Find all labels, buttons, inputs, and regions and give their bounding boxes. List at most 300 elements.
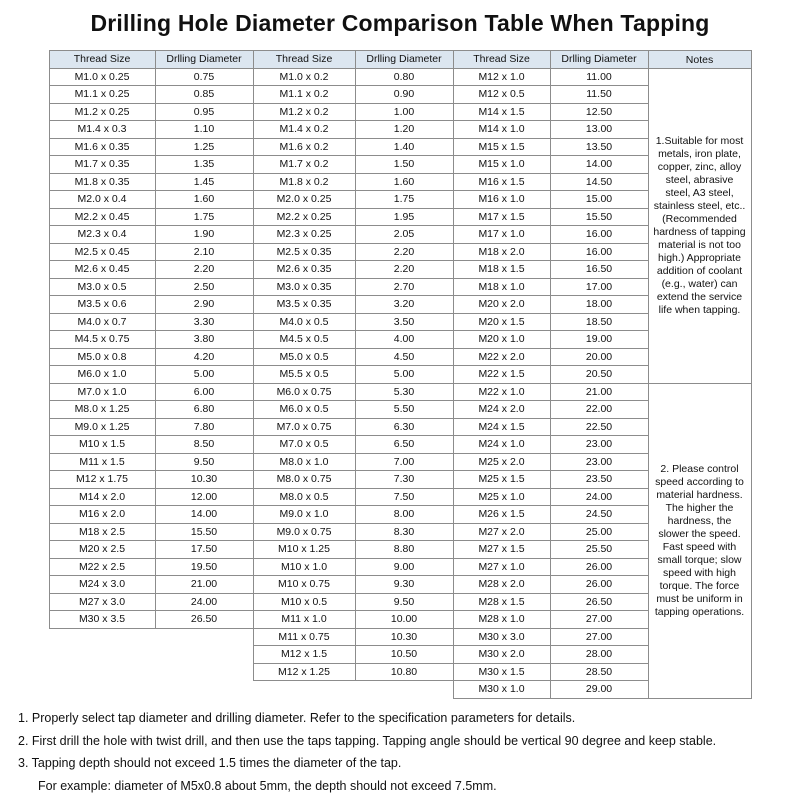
thread-size-cell: M3.0 x 0.5 bbox=[49, 278, 155, 296]
drilling-diameter-cell: 24.00 bbox=[155, 593, 253, 611]
thread-size-cell: M1.4 x 0.3 bbox=[49, 121, 155, 139]
drilling-diameter-cell: 11.50 bbox=[550, 86, 648, 104]
drilling-diameter-cell: 17.50 bbox=[155, 541, 253, 559]
table-row bbox=[49, 436, 253, 454]
table-row bbox=[453, 243, 648, 261]
drilling-diameter-cell: 1.00 bbox=[355, 103, 453, 121]
drilling-diameter-cell: 1.75 bbox=[155, 208, 253, 226]
drilling-diameter-cell: 3.80 bbox=[155, 331, 253, 349]
drilling-diameter-cell: 18.00 bbox=[550, 296, 648, 314]
header-row bbox=[49, 51, 253, 69]
table-row bbox=[453, 313, 648, 331]
thread-size-cell: M2.0 x 0.25 bbox=[253, 191, 355, 209]
table-row bbox=[453, 576, 648, 594]
thread-size-header: Thread Size bbox=[453, 51, 550, 69]
table-row bbox=[253, 261, 453, 279]
table-row bbox=[453, 418, 648, 436]
thread-size-cell: M24 x 2.0 bbox=[453, 401, 550, 419]
thread-size-cell: M10 x 1.5 bbox=[49, 436, 155, 454]
comparison-table bbox=[0, 50, 800, 699]
drilling-diameter-cell: 28.00 bbox=[550, 646, 648, 664]
table-row bbox=[253, 226, 453, 244]
drilling-diameter-cell: 11.00 bbox=[550, 68, 648, 86]
table-row bbox=[49, 383, 253, 401]
thread-size-cell: M1.6 x 0.35 bbox=[49, 138, 155, 156]
table-row bbox=[253, 243, 453, 261]
drilling-diameter-cell: 26.00 bbox=[550, 576, 648, 594]
table-row bbox=[49, 313, 253, 331]
drilling-diameter-cell: 1.35 bbox=[155, 156, 253, 174]
drilling-diameter-cell: 1.60 bbox=[155, 191, 253, 209]
thread-size-cell: M4.0 x 0.7 bbox=[49, 313, 155, 331]
table-row bbox=[253, 558, 453, 576]
table-row bbox=[253, 348, 453, 366]
thread-size-cell: M8.0 x 1.0 bbox=[253, 453, 355, 471]
table-row bbox=[49, 156, 253, 174]
table-row bbox=[49, 506, 253, 524]
thread-size-cell: M22 x 2.0 bbox=[453, 348, 550, 366]
drilling-diameter-cell: 3.50 bbox=[355, 313, 453, 331]
table-row bbox=[453, 646, 648, 664]
thread-size-cell: M6.0 x 1.0 bbox=[49, 366, 155, 384]
drilling-diameter-cell: 1.40 bbox=[355, 138, 453, 156]
thread-size-cell: M30 x 3.0 bbox=[453, 628, 550, 646]
table-row bbox=[453, 401, 648, 419]
table-row bbox=[453, 506, 648, 524]
table-row bbox=[453, 121, 648, 139]
thread-size-cell: M2.3 x 0.25 bbox=[253, 226, 355, 244]
table-row bbox=[49, 331, 253, 349]
table-row bbox=[453, 593, 648, 611]
thread-size-cell: M2.2 x 0.25 bbox=[253, 208, 355, 226]
thread-size-cell: M2.0 x 0.4 bbox=[49, 191, 155, 209]
drilling-diameter-cell: 2.50 bbox=[155, 278, 253, 296]
table-row bbox=[49, 68, 253, 86]
drilling-diameter-cell: 10.30 bbox=[155, 471, 253, 489]
thread-size-cell: M1.1 x 0.25 bbox=[49, 86, 155, 104]
drilling-diameter-cell: 4.50 bbox=[355, 348, 453, 366]
thread-table-2 bbox=[253, 50, 454, 681]
table-row bbox=[49, 243, 253, 261]
drilling-diameter-cell: 9.50 bbox=[355, 593, 453, 611]
thread-size-cell: M11 x 1.0 bbox=[253, 611, 355, 629]
thread-size-cell: M2.6 x 0.45 bbox=[49, 261, 155, 279]
thread-size-cell: M6.0 x 0.75 bbox=[253, 383, 355, 401]
drilling-diameter-cell: 7.30 bbox=[355, 471, 453, 489]
footer-line-2: 2. First drill the hole with twist drill, and then use the taps tapping. Tapping angle should be vertical 90 degree and keep stable. bbox=[18, 733, 717, 748]
drilling-diameter-cell: 8.00 bbox=[355, 506, 453, 524]
table-row bbox=[453, 366, 648, 384]
drilling-diameter-cell: 15.00 bbox=[550, 191, 648, 209]
table-row bbox=[253, 68, 453, 86]
thread-size-cell: M1.7 x 0.35 bbox=[49, 156, 155, 174]
thread-table-body-3 bbox=[453, 68, 648, 698]
thread-size-cell: M2.5 x 0.35 bbox=[253, 243, 355, 261]
thread-size-cell: M1.6 x 0.2 bbox=[253, 138, 355, 156]
drilling-diameter-cell: 14.50 bbox=[550, 173, 648, 191]
thread-size-cell: M16 x 1.5 bbox=[453, 173, 550, 191]
table-row bbox=[453, 191, 648, 209]
thread-size-cell: M4.0 x 0.5 bbox=[253, 313, 355, 331]
table-row bbox=[453, 611, 648, 629]
thread-size-cell: M25 x 1.5 bbox=[453, 471, 550, 489]
table-row bbox=[253, 313, 453, 331]
thread-size-cell: M10 x 0.5 bbox=[253, 593, 355, 611]
table-row bbox=[253, 523, 453, 541]
drilling-diameter-cell: 24.00 bbox=[550, 488, 648, 506]
drilling-diameter-cell: 15.50 bbox=[155, 523, 253, 541]
table-row bbox=[49, 226, 253, 244]
table-row bbox=[49, 541, 253, 559]
table-row bbox=[49, 576, 253, 594]
table-row bbox=[453, 663, 648, 681]
drilling-diameter-cell: 4.20 bbox=[155, 348, 253, 366]
thread-table-body-2 bbox=[253, 68, 453, 681]
table-row bbox=[49, 453, 253, 471]
thread-size-header: Thread Size bbox=[253, 51, 355, 69]
drilling-diameter-cell: 14.00 bbox=[550, 156, 648, 174]
drilling-diameter-cell: 12.00 bbox=[155, 488, 253, 506]
table-row bbox=[49, 121, 253, 139]
table-row bbox=[453, 541, 648, 559]
thread-table-3 bbox=[453, 50, 649, 699]
thread-size-header: Thread Size bbox=[49, 51, 155, 69]
table-row bbox=[49, 278, 253, 296]
thread-size-cell: M5.0 x 0.8 bbox=[49, 348, 155, 366]
thread-size-cell: M27 x 1.5 bbox=[453, 541, 550, 559]
table-row bbox=[453, 156, 648, 174]
thread-size-cell: M4.5 x 0.5 bbox=[253, 331, 355, 349]
table-row bbox=[453, 278, 648, 296]
drilling-diameter-cell: 22.50 bbox=[550, 418, 648, 436]
thread-size-cell: M1.1 x 0.2 bbox=[253, 86, 355, 104]
thread-size-cell: M28 x 1.0 bbox=[453, 611, 550, 629]
table-row bbox=[253, 383, 453, 401]
thread-size-cell: M8.0 x 0.75 bbox=[253, 471, 355, 489]
drilling-diameter-cell: 1.50 bbox=[355, 156, 453, 174]
thread-size-cell: M1.8 x 0.2 bbox=[253, 173, 355, 191]
table-row bbox=[253, 663, 453, 681]
drilling-diameter-cell: 17.00 bbox=[550, 278, 648, 296]
drilling-diameter-cell: 1.90 bbox=[155, 226, 253, 244]
drilling-diameter-cell: 3.20 bbox=[355, 296, 453, 314]
footer-notes bbox=[18, 711, 786, 795]
thread-size-cell: M12 x 1.25 bbox=[253, 663, 355, 681]
table-row bbox=[253, 156, 453, 174]
thread-size-cell: M24 x 3.0 bbox=[49, 576, 155, 594]
table-row bbox=[49, 138, 253, 156]
table-row bbox=[253, 488, 453, 506]
table-row bbox=[453, 681, 648, 699]
table-row bbox=[253, 296, 453, 314]
drilling-diameter-cell: 28.50 bbox=[550, 663, 648, 681]
thread-size-cell: M11 x 1.5 bbox=[49, 453, 155, 471]
thread-size-cell: M27 x 1.0 bbox=[453, 558, 550, 576]
table-row bbox=[253, 208, 453, 226]
drilling-diameter-cell: 3.30 bbox=[155, 313, 253, 331]
drilling-diameter-cell: 22.00 bbox=[550, 401, 648, 419]
thread-size-cell: M20 x 2.5 bbox=[49, 541, 155, 559]
drilling-diameter-cell: 0.75 bbox=[155, 68, 253, 86]
drilling-diameter-header: Drlling Diameter bbox=[355, 51, 453, 69]
thread-size-cell: M30 x 1.5 bbox=[453, 663, 550, 681]
drilling-diameter-cell: 5.30 bbox=[355, 383, 453, 401]
thread-size-cell: M16 x 2.0 bbox=[49, 506, 155, 524]
table-row bbox=[49, 418, 253, 436]
drilling-diameter-cell: 27.00 bbox=[550, 628, 648, 646]
thread-size-cell: M3.5 x 0.35 bbox=[253, 296, 355, 314]
footer-line-1: 1. Properly select tap diameter and drilling diameter. Refer to the specification parameters for details. bbox=[18, 711, 576, 725]
table-row bbox=[49, 366, 253, 384]
thread-size-cell: M14 x 1.0 bbox=[453, 121, 550, 139]
table-row bbox=[49, 558, 253, 576]
table-row bbox=[453, 296, 648, 314]
thread-size-cell: M18 x 1.0 bbox=[453, 278, 550, 296]
table-row bbox=[253, 611, 453, 629]
thread-size-cell: M28 x 2.0 bbox=[453, 576, 550, 594]
table-row bbox=[253, 453, 453, 471]
drilling-diameter-cell: 0.90 bbox=[355, 86, 453, 104]
thread-size-cell: M30 x 1.0 bbox=[453, 681, 550, 699]
drilling-diameter-cell: 20.50 bbox=[550, 366, 648, 384]
drilling-diameter-cell: 2.05 bbox=[355, 226, 453, 244]
drilling-diameter-cell: 1.20 bbox=[355, 121, 453, 139]
thread-size-cell: M12 x 1.5 bbox=[253, 646, 355, 664]
drilling-diameter-cell: 5.50 bbox=[355, 401, 453, 419]
drilling-diameter-cell: 10.30 bbox=[355, 628, 453, 646]
drilling-diameter-cell: 9.00 bbox=[355, 558, 453, 576]
thread-size-cell: M1.7 x 0.2 bbox=[253, 156, 355, 174]
drilling-diameter-cell: 9.50 bbox=[155, 453, 253, 471]
table-row bbox=[453, 138, 648, 156]
drilling-diameter-cell: 1.45 bbox=[155, 173, 253, 191]
drilling-diameter-cell: 8.80 bbox=[355, 541, 453, 559]
thread-size-cell: M2.5 x 0.45 bbox=[49, 243, 155, 261]
thread-size-cell: M3.0 x 0.35 bbox=[253, 278, 355, 296]
thread-size-cell: M10 x 0.75 bbox=[253, 576, 355, 594]
table-row bbox=[453, 261, 648, 279]
table-row bbox=[253, 628, 453, 646]
thread-size-cell: M2.2 x 0.45 bbox=[49, 208, 155, 226]
note-cell-speed: 2. Please control speed according to material hardness. The higher the hardness, the slower the speed. Fast speed with small torque; slow speed with high torque. The force must be uniform in tapping operations. bbox=[654, 462, 745, 619]
table-row bbox=[453, 436, 648, 454]
drilling-diameter-cell: 2.20 bbox=[355, 243, 453, 261]
thread-size-cell: M20 x 1.5 bbox=[453, 313, 550, 331]
thread-size-cell: M9.0 x 0.75 bbox=[253, 523, 355, 541]
drilling-diameter-cell: 7.50 bbox=[355, 488, 453, 506]
thread-size-cell: M3.5 x 0.6 bbox=[49, 296, 155, 314]
drilling-diameter-cell: 25.00 bbox=[550, 523, 648, 541]
drilling-diameter-cell: 19.50 bbox=[155, 558, 253, 576]
thread-size-cell: M30 x 3.5 bbox=[49, 611, 155, 629]
table-row bbox=[453, 331, 648, 349]
thread-size-cell: M4.5 x 0.75 bbox=[49, 331, 155, 349]
table-row bbox=[453, 226, 648, 244]
thread-size-cell: M28 x 1.5 bbox=[453, 593, 550, 611]
table-row bbox=[453, 523, 648, 541]
table-row bbox=[253, 121, 453, 139]
table-row bbox=[253, 593, 453, 611]
thread-size-cell: M7.0 x 0.5 bbox=[253, 436, 355, 454]
drilling-diameter-cell: 5.00 bbox=[355, 366, 453, 384]
thread-size-cell: M17 x 1.0 bbox=[453, 226, 550, 244]
table-row bbox=[453, 558, 648, 576]
thread-size-cell: M12 x 0.5 bbox=[453, 86, 550, 104]
drilling-diameter-cell: 5.00 bbox=[155, 366, 253, 384]
table-row bbox=[253, 173, 453, 191]
drilling-diameter-cell: 1.75 bbox=[355, 191, 453, 209]
drilling-diameter-cell: 7.00 bbox=[355, 453, 453, 471]
table-row bbox=[253, 366, 453, 384]
table-row bbox=[253, 331, 453, 349]
drilling-diameter-cell: 18.50 bbox=[550, 313, 648, 331]
thread-size-cell: M26 x 1.5 bbox=[453, 506, 550, 524]
drilling-diameter-cell: 2.10 bbox=[155, 243, 253, 261]
table-row bbox=[453, 208, 648, 226]
table-row bbox=[49, 208, 253, 226]
thread-size-cell: M25 x 2.0 bbox=[453, 453, 550, 471]
drilling-diameter-cell: 21.00 bbox=[550, 383, 648, 401]
thread-size-cell: M5.5 x 0.5 bbox=[253, 366, 355, 384]
drilling-diameter-cell: 6.30 bbox=[355, 418, 453, 436]
thread-size-cell: M27 x 3.0 bbox=[49, 593, 155, 611]
table-row bbox=[253, 103, 453, 121]
thread-table-1 bbox=[49, 50, 254, 629]
table-row bbox=[253, 576, 453, 594]
thread-size-cell: M14 x 2.0 bbox=[49, 488, 155, 506]
footer-line-3: 3. Tapping depth should not exceed 1.5 times the diameter of the tap. bbox=[18, 756, 402, 771]
drilling-diameter-cell: 14.00 bbox=[155, 506, 253, 524]
thread-table-body-1 bbox=[49, 68, 253, 628]
table-row bbox=[49, 261, 253, 279]
drilling-diameter-cell: 29.00 bbox=[550, 681, 648, 699]
header-row bbox=[453, 51, 648, 69]
table-row bbox=[49, 471, 253, 489]
drilling-diameter-cell: 23.50 bbox=[550, 471, 648, 489]
drilling-diameter-cell: 2.20 bbox=[355, 261, 453, 279]
thread-size-cell: M22 x 2.5 bbox=[49, 558, 155, 576]
drilling-diameter-cell: 8.50 bbox=[155, 436, 253, 454]
thread-size-cell: M1.4 x 0.2 bbox=[253, 121, 355, 139]
thread-size-cell: M24 x 1.0 bbox=[453, 436, 550, 454]
drilling-diameter-cell: 1.25 bbox=[155, 138, 253, 156]
thread-size-cell: M12 x 1.0 bbox=[453, 68, 550, 86]
drilling-diameter-cell: 23.00 bbox=[550, 436, 648, 454]
thread-size-cell: M9.0 x 1.0 bbox=[253, 506, 355, 524]
table-row bbox=[453, 103, 648, 121]
drilling-diameter-cell: 23.00 bbox=[550, 453, 648, 471]
table-row bbox=[49, 593, 253, 611]
table-row bbox=[49, 103, 253, 121]
drilling-diameter-header: Drlling Diameter bbox=[550, 51, 648, 69]
table-row bbox=[49, 86, 253, 104]
drilling-diameter-cell: 26.00 bbox=[550, 558, 648, 576]
thread-size-cell: M16 x 1.0 bbox=[453, 191, 550, 209]
table-row bbox=[49, 191, 253, 209]
thread-size-cell: M2.3 x 0.4 bbox=[49, 226, 155, 244]
thread-size-cell: M18 x 1.5 bbox=[453, 261, 550, 279]
table-row bbox=[453, 628, 648, 646]
table-row bbox=[253, 191, 453, 209]
table-row bbox=[453, 471, 648, 489]
drilling-diameter-cell: 2.90 bbox=[155, 296, 253, 314]
thread-size-cell: M25 x 1.0 bbox=[453, 488, 550, 506]
thread-size-cell: M1.0 x 0.2 bbox=[253, 68, 355, 86]
drilling-diameter-cell: 0.95 bbox=[155, 103, 253, 121]
thread-size-cell: M7.0 x 0.75 bbox=[253, 418, 355, 436]
thread-size-cell: M8.0 x 1.25 bbox=[49, 401, 155, 419]
table-row bbox=[253, 506, 453, 524]
drilling-diameter-cell: 19.00 bbox=[550, 331, 648, 349]
drilling-diameter-cell: 1.60 bbox=[355, 173, 453, 191]
drilling-diameter-cell: 15.50 bbox=[550, 208, 648, 226]
thread-size-cell: M20 x 2.0 bbox=[453, 296, 550, 314]
thread-size-cell: M7.0 x 1.0 bbox=[49, 383, 155, 401]
thread-size-cell: M24 x 1.5 bbox=[453, 418, 550, 436]
drilling-diameter-cell: 26.50 bbox=[155, 611, 253, 629]
drilling-diameter-cell: 12.50 bbox=[550, 103, 648, 121]
thread-size-cell: M10 x 1.0 bbox=[253, 558, 355, 576]
thread-size-cell: M8.0 x 0.5 bbox=[253, 488, 355, 506]
drilling-diameter-cell: 0.85 bbox=[155, 86, 253, 104]
drilling-diameter-cell: 13.00 bbox=[550, 121, 648, 139]
thread-size-cell: M11 x 0.75 bbox=[253, 628, 355, 646]
drilling-diameter-cell: 6.00 bbox=[155, 383, 253, 401]
footer-example-line: For example: diameter of M5x0.8 about 5mm, the depth should not exceed 7.5mm. bbox=[38, 778, 497, 793]
thread-size-cell: M1.2 x 0.25 bbox=[49, 103, 155, 121]
table-row bbox=[49, 611, 253, 629]
thread-size-cell: M14 x 1.5 bbox=[453, 103, 550, 121]
thread-size-cell: M5.0 x 0.5 bbox=[253, 348, 355, 366]
drilling-diameter-cell: 16.00 bbox=[550, 243, 648, 261]
drilling-diameter-cell: 6.80 bbox=[155, 401, 253, 419]
drilling-diameter-cell: 7.80 bbox=[155, 418, 253, 436]
thread-size-cell: M20 x 1.0 bbox=[453, 331, 550, 349]
drilling-diameter-cell: 2.20 bbox=[155, 261, 253, 279]
table-row bbox=[253, 541, 453, 559]
drilling-diameter-cell: 24.50 bbox=[550, 506, 648, 524]
thread-size-cell: M27 x 2.0 bbox=[453, 523, 550, 541]
drilling-diameter-header: Drlling Diameter bbox=[155, 51, 253, 69]
drilling-diameter-cell: 16.00 bbox=[550, 226, 648, 244]
note-cell-materials: 1.Suitable for most metals, iron plate, copper, zinc, alloy steel, abrasive steel, A3 steel, stainless steel, etc..(Recommended hardness of tapping material is not too high.) Appropriate addition of coolant (e.g., water) can extend the service life when tapping. bbox=[649, 69, 751, 384]
table-row bbox=[453, 488, 648, 506]
drilling-diameter-cell: 6.50 bbox=[355, 436, 453, 454]
table-row bbox=[253, 86, 453, 104]
notes-column bbox=[648, 50, 752, 699]
table-row bbox=[49, 401, 253, 419]
table-row bbox=[253, 278, 453, 296]
thread-size-cell: M15 x 1.0 bbox=[453, 156, 550, 174]
thread-size-cell: M22 x 1.5 bbox=[453, 366, 550, 384]
table-row bbox=[253, 418, 453, 436]
thread-size-cell: M1.0 x 0.25 bbox=[49, 68, 155, 86]
thread-size-cell: M18 x 2.5 bbox=[49, 523, 155, 541]
drilling-diameter-cell: 27.00 bbox=[550, 611, 648, 629]
thread-size-cell: M30 x 2.0 bbox=[453, 646, 550, 664]
drilling-diameter-cell: 25.50 bbox=[550, 541, 648, 559]
drilling-diameter-cell: 10.50 bbox=[355, 646, 453, 664]
drilling-diameter-cell: 20.00 bbox=[550, 348, 648, 366]
thread-size-cell: M12 x 1.75 bbox=[49, 471, 155, 489]
table-row bbox=[253, 436, 453, 454]
thread-size-cell: M10 x 1.25 bbox=[253, 541, 355, 559]
table-row bbox=[453, 173, 648, 191]
table-row bbox=[453, 86, 648, 104]
table-row bbox=[253, 138, 453, 156]
drilling-diameter-cell: 16.50 bbox=[550, 261, 648, 279]
drilling-diameter-cell: 13.50 bbox=[550, 138, 648, 156]
